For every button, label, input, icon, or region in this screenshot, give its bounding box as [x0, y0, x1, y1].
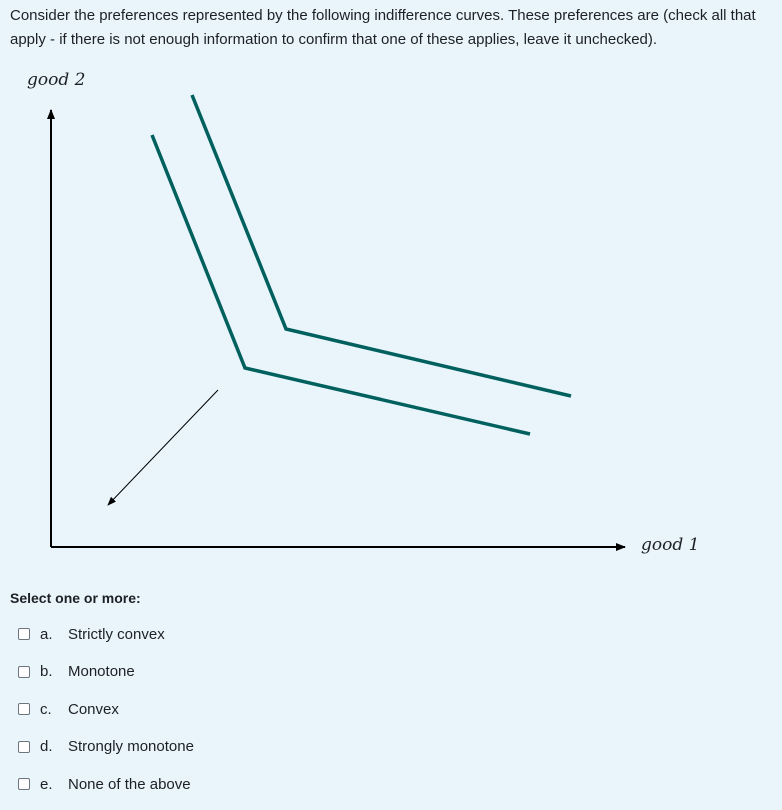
option-letter: a.: [40, 625, 53, 643]
option-checkbox[interactable]: [18, 666, 30, 678]
option-strictly-convex[interactable]: [18, 622, 194, 646]
question-text: Consider the preferences represented by the following indifference curves. These preferences are (check all that apply - if there is not enough information to confirm that one of these applies, leave it unchecked).: [10, 7, 756, 48]
x-axis-label: good 1: [641, 535, 700, 555]
option-letter: d.: [40, 738, 53, 756]
option-checkbox[interactable]: [18, 778, 30, 790]
option-checkbox[interactable]: [18, 741, 30, 753]
option-monotone[interactable]: [18, 660, 194, 684]
option-label[interactable]: Strongly monotone: [68, 738, 194, 756]
option-label[interactable]: None of the above: [68, 775, 191, 793]
answer-options: [18, 622, 194, 810]
option-checkbox[interactable]: [18, 703, 30, 715]
option-label[interactable]: Monotone: [68, 663, 135, 681]
option-convex[interactable]: [18, 697, 194, 721]
option-letter: c.: [40, 700, 52, 718]
y-axis-label: good 2: [27, 70, 86, 90]
option-checkbox[interactable]: [18, 628, 30, 640]
option-letter: b.: [40, 663, 53, 681]
option-label[interactable]: Convex: [68, 700, 119, 718]
answer-prompt: Select one or more:: [10, 590, 141, 606]
option-letter: e.: [40, 775, 53, 793]
option-label[interactable]: Strictly convex: [68, 625, 165, 643]
preference-direction-arrow: [108, 390, 218, 505]
indifference-curve-outer: [192, 95, 571, 396]
indifference-curve-inner: [152, 135, 530, 434]
indifference-curve-figure: [0, 60, 782, 560]
option-strongly-monotone[interactable]: [18, 735, 194, 759]
option-none-of-the-above[interactable]: [18, 772, 194, 796]
